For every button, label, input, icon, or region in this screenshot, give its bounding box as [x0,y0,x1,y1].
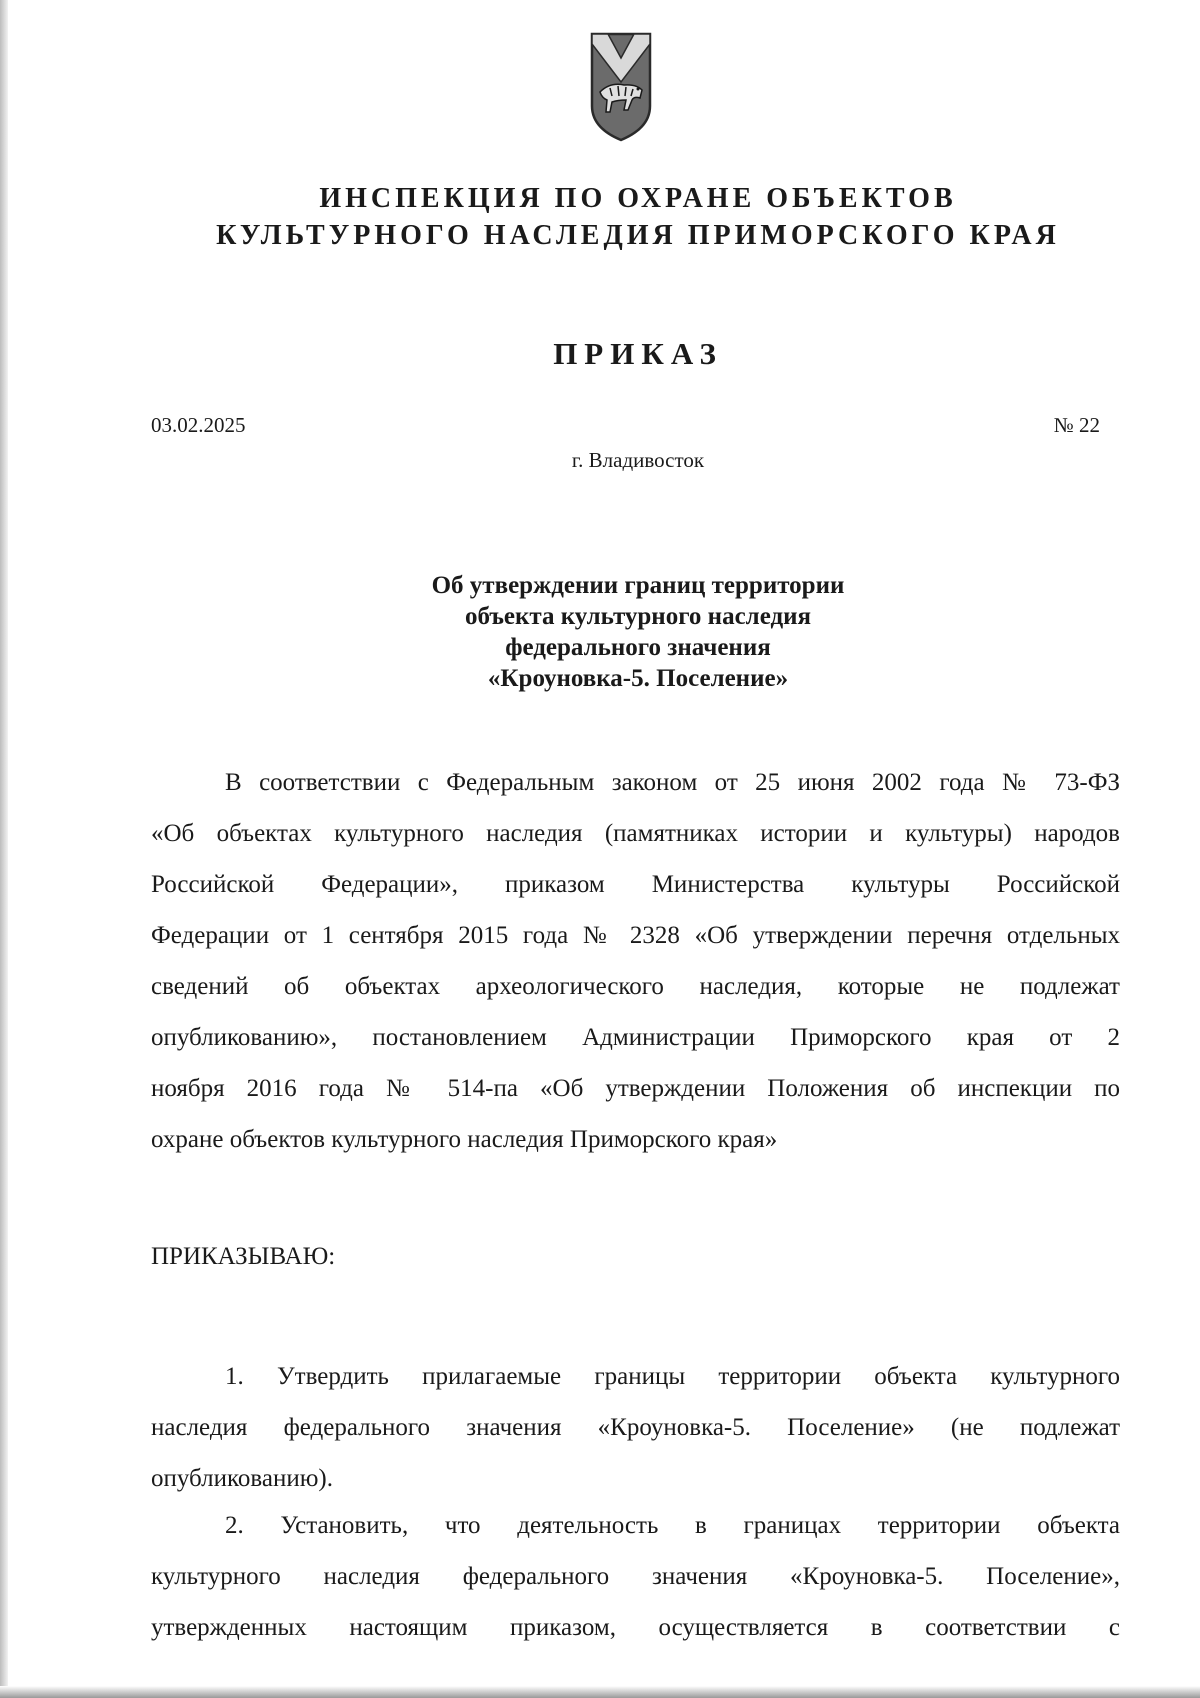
coat-of-arms-icon [588,30,654,144]
scan-edge-bottom [0,1686,1200,1698]
order-item-line: опубликованию). [151,1465,333,1492]
document-number: № 22 [1053,413,1100,437]
order-item-line: 1. Утвердить прилагаемые границы территории объекта культурного [225,1363,1120,1390]
subject-line: объекта культурного наследия [464,603,812,630]
subject-line: федерального значения [505,634,771,661]
preamble-line: охране объектов культурного наследия Приморского края» [151,1126,778,1153]
preamble-paragraph [151,757,1120,1165]
order-item-line: утвержденных настоящим приказом, осуществляется в соответствии с [151,1614,1120,1641]
order-item-line: культурного наследия федерального значения «Кроуновка-5. Поселение», [151,1563,1120,1590]
document-subject [150,570,1126,694]
document-city: г. Владивосток [571,448,705,472]
organization-name-line-1: ИНСПЕКЦИЯ ПО ОХРАНЕ ОБЪЕКТОВ [319,183,957,214]
preamble-line: В соответствии с Федеральным законом от 25 июня 2002 года № 73-ФЗ [225,769,1120,796]
order-item-line: 2. Установить, что деятельность в границах территории объекта [225,1512,1120,1539]
preamble-line: Российской Федерации», приказом Министерства культуры Российской [151,871,1120,898]
subject-line: Об утверждении границ территории [431,572,845,599]
preamble-line: ноября 2016 года № 514-па «Об утверждении Положения об инспекции по [151,1075,1120,1102]
document-type: ПРИКАЗ [553,336,723,371]
organization-name-line-2: КУЛЬТУРНОГО НАСЛЕДИЯ ПРИМОРСКОГО КРАЯ [216,220,1060,251]
organization-name [150,180,1126,254]
scan-edge-left [0,0,8,1698]
preamble-line: сведений об объектах археологического наследия, которые не подлежат [151,973,1120,1000]
document-date: 03.02.2025 [151,413,246,437]
order-item-2 [151,1500,1120,1653]
preamble-line: «Об объектах культурного наследия (памятниках истории и культуры) народов [151,820,1120,847]
subject-line: «Кроуновка-5. Поселение» [487,665,789,692]
order-item-line: наследия федерального значения «Кроуновка-5. Поселение» (не подлежат [151,1414,1120,1441]
preamble-line: Федерации от 1 сентября 2015 года № 2328 «Об утверждении перечня отдельных [151,922,1120,949]
orders-label: ПРИКАЗЫВАЮ: [151,1243,336,1270]
order-item-1 [151,1351,1120,1504]
preamble-line: опубликованию», постановлением Администрации Приморского края от 2 [151,1024,1120,1051]
